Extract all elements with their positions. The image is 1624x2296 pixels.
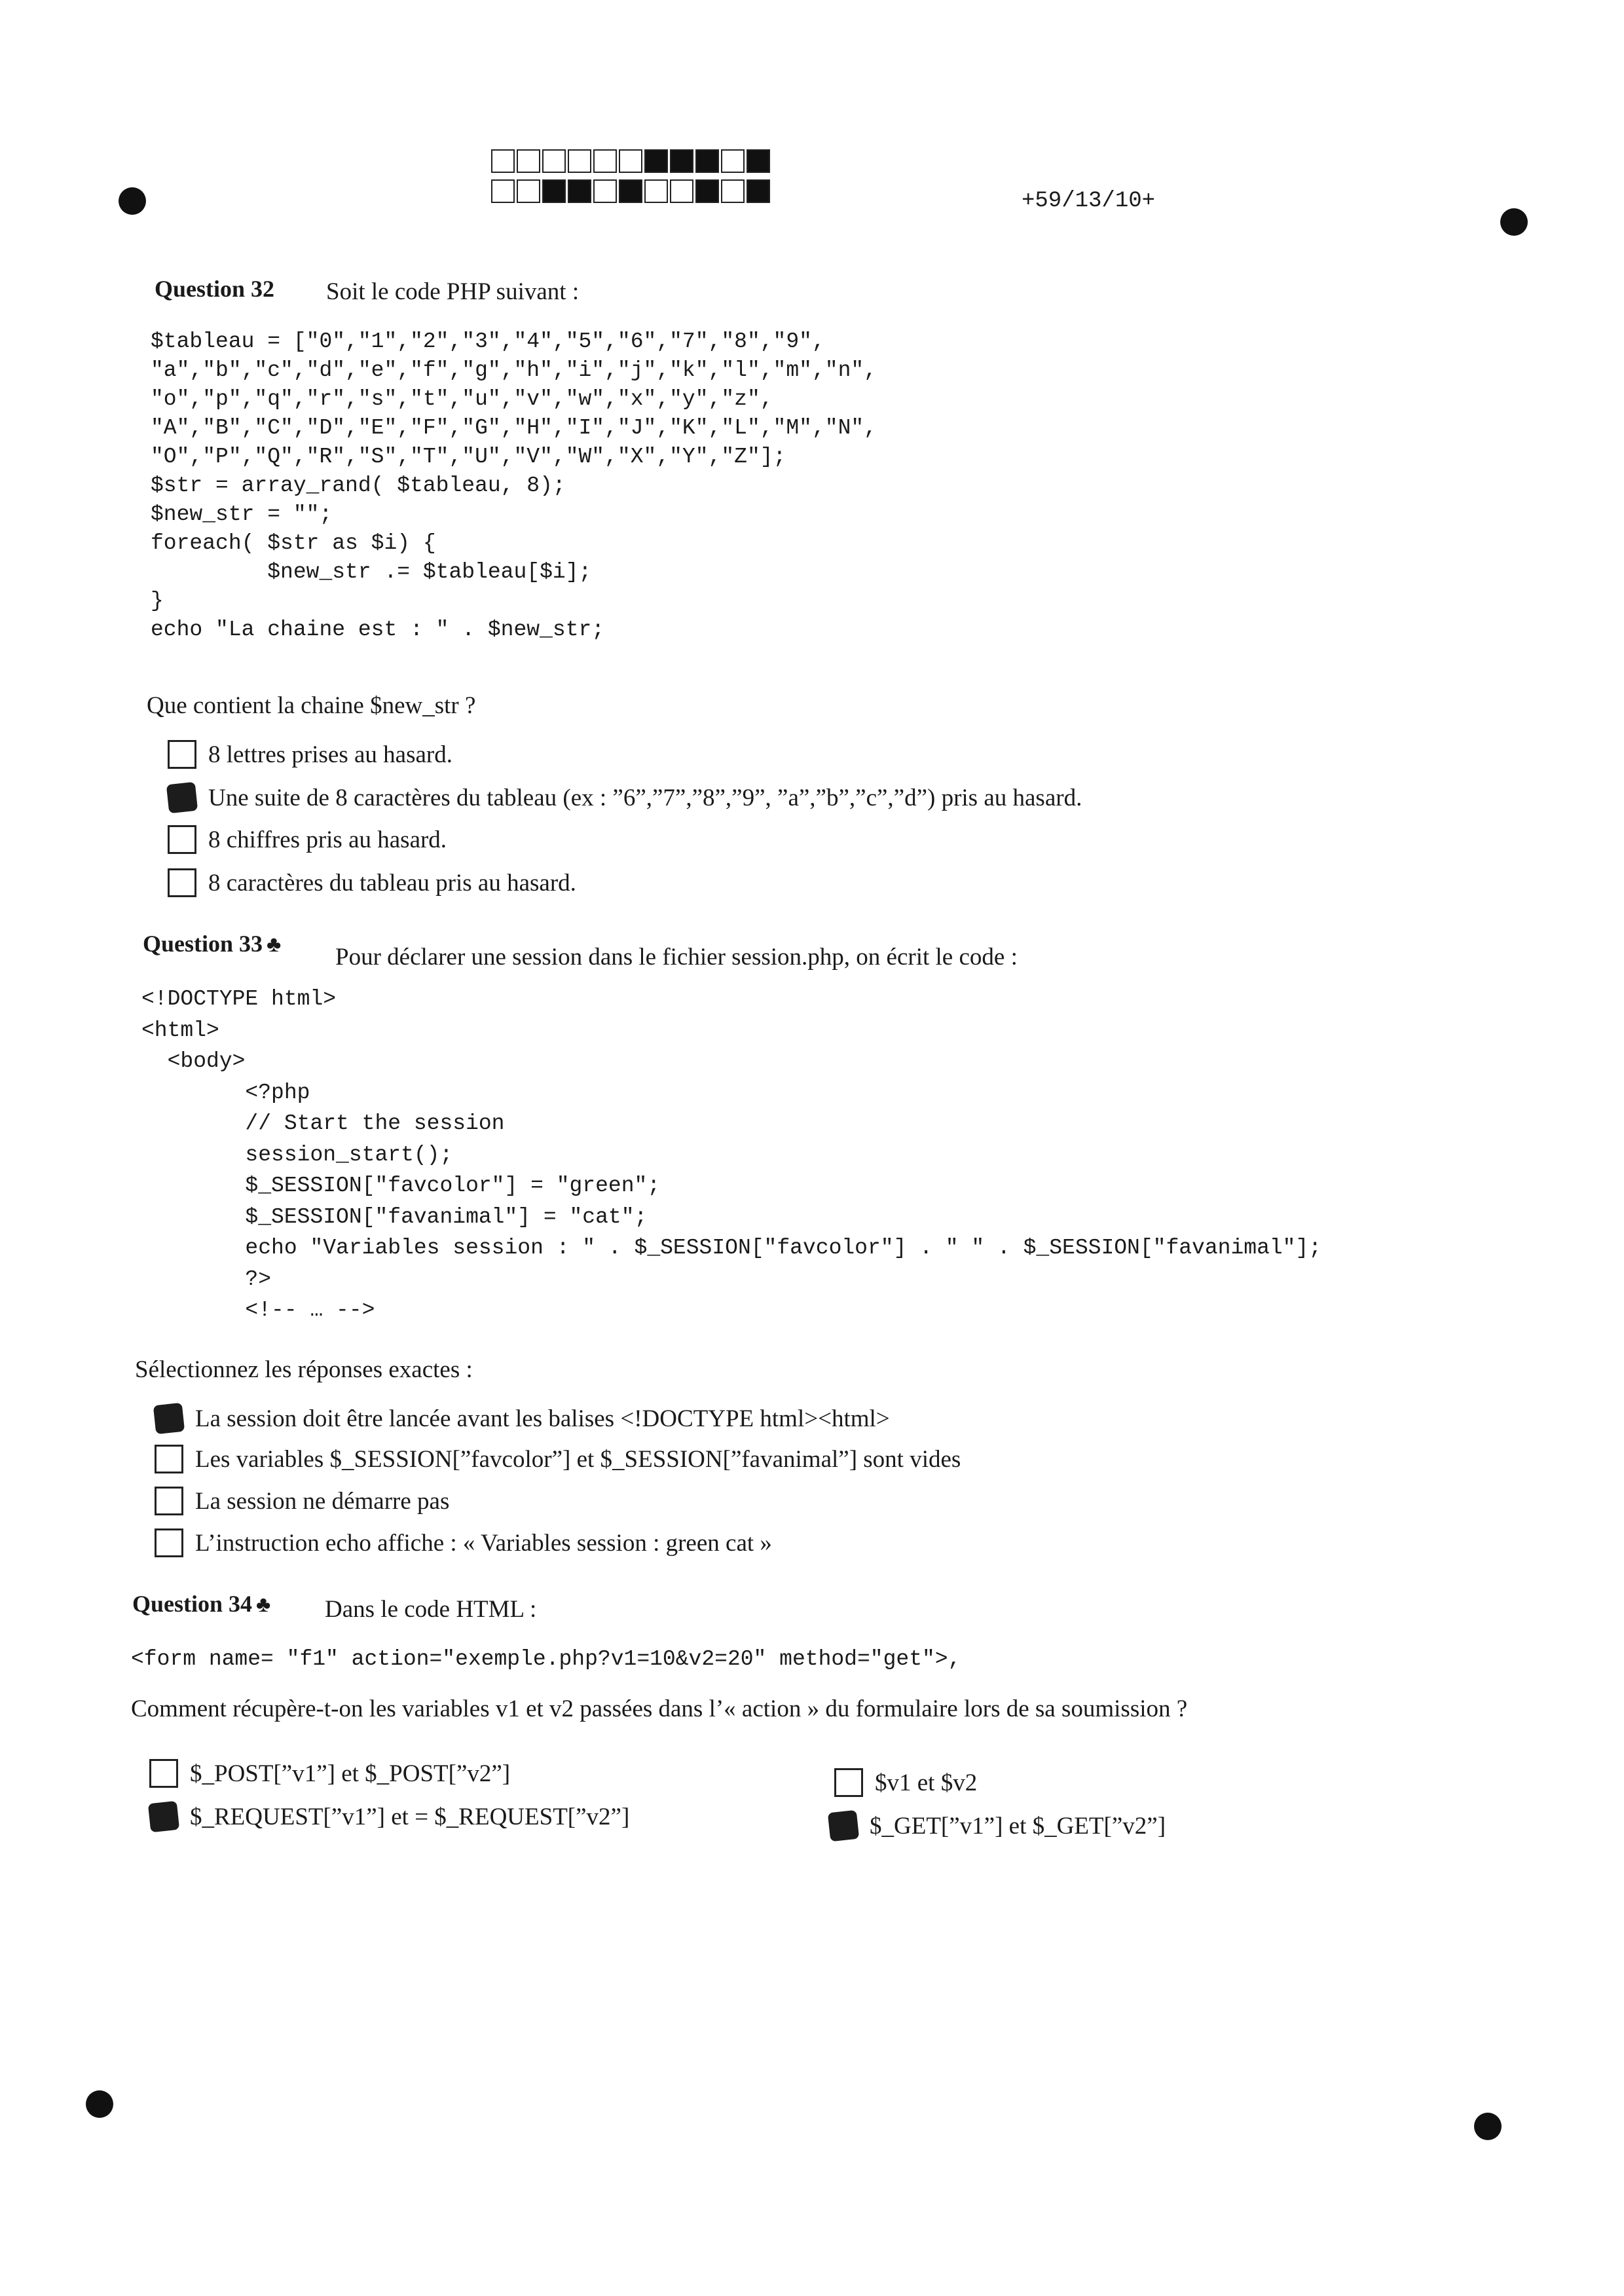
barcode-cell — [670, 179, 693, 203]
q34-answer-4-checkbox[interactable] — [828, 1810, 859, 1842]
barcode-cell — [517, 149, 540, 173]
q32-answer-1-label: 8 lettres prises au hasard. — [208, 741, 452, 768]
q34-answer-3-checkbox[interactable] — [834, 1768, 863, 1797]
q33-answer-2-checkbox[interactable] — [155, 1445, 183, 1473]
question-33-title-text: Question 33 — [143, 931, 263, 957]
question-33-title — [143, 930, 281, 957]
q33-answer-2-label: Les variables $_SESSION[”favcolor”] et $_SESSION[”favanimal”] sont vides — [195, 1445, 961, 1473]
q34-answer-1[interactable] — [149, 1759, 510, 1788]
barcode-cell — [695, 149, 719, 173]
question-33-prompt: Pour déclarer une session dans le fichier session.php, on écrit le code : — [335, 944, 1018, 971]
barcode-cell — [747, 149, 770, 173]
q32-answer-4[interactable] — [168, 868, 576, 897]
barcode-cell — [568, 149, 591, 173]
barcode-cell — [747, 179, 770, 203]
q32-answer-2-label: Une suite de 8 caractères du tableau (ex : ”6”,”7”,”8”,”9”, ”a”,”b”,”c”,”d”) pris au hasard. — [208, 784, 1082, 811]
barcode-cell — [670, 149, 693, 173]
page-code: +59/13/10+ — [1022, 189, 1156, 213]
q34-answer-2-checkbox[interactable] — [148, 1801, 179, 1832]
registration-dot-bottom-left — [86, 2090, 113, 2118]
barcode-cell — [644, 179, 668, 203]
question-32-prompt: Soit le code PHP suivant : — [326, 278, 580, 305]
q32-answer-3-checkbox[interactable] — [168, 825, 196, 854]
q34-answer-2[interactable] — [149, 1802, 629, 1831]
barcode-cell — [695, 179, 719, 203]
club-icon: ♣ — [256, 1593, 271, 1617]
question-33-question: Sélectionnez les réponses exactes : — [135, 1356, 473, 1383]
barcode-cell — [517, 179, 540, 203]
barcode-cell — [593, 179, 617, 203]
barcode-cell — [568, 179, 591, 203]
question-34-code: <form name= "f1" action="exemple.php?v1=10&v2=20" method="get">, — [131, 1647, 961, 1671]
barcode-cell — [593, 149, 617, 173]
barcode-cell — [721, 179, 745, 203]
q32-answer-2[interactable] — [168, 783, 1082, 812]
question-32-code: $tableau = ["0","1","2","3","4","5","6","7","8","9", "a","b","c","d","e","f","g","h","i","j","k","l","m","n", "o","p","q","r","s","t","u","v","w","x","y","z", "A","B","C","D","E","F","G","H","I","J","K","L","M","N", "O","P","Q","R","S","T","U","V","W","X","Y","Z"]; $str = array_rand( $tableau, 8); $new_str = ""; foreach( $str as $i) { $new_str .= $tableau[$i]; } echo "La chaine est : " . $new_str; — [151, 329, 877, 642]
question-34-question: Comment récupère-t-on les variables v1 et v2 passées dans l’« action » du formulaire lors de sa soumission ? — [131, 1695, 1188, 1722]
q34-answer-1-checkbox[interactable] — [149, 1759, 178, 1788]
q34-answer-3-label: $v1 et $v2 — [875, 1769, 978, 1796]
q33-answer-1-checkbox[interactable] — [153, 1403, 185, 1434]
question-34-title — [132, 1590, 270, 1618]
barcode-row-1 — [491, 149, 772, 174]
barcode-cell — [491, 179, 515, 203]
registration-dot-top-left — [119, 187, 146, 215]
barcode-row-2 — [491, 179, 772, 204]
q34-answer-3[interactable] — [834, 1768, 977, 1797]
registration-dot-bottom-right — [1474, 2113, 1502, 2140]
barcode-cell — [491, 149, 515, 173]
question-34-prompt: Dans le code HTML : — [325, 1596, 537, 1623]
barcode-cell — [619, 149, 642, 173]
q32-answer-4-label: 8 caractères du tableau pris au hasard. — [208, 869, 576, 897]
question-32-question: Que contient la chaine $new_str ? — [147, 692, 476, 719]
q32-answer-4-checkbox[interactable] — [168, 868, 196, 897]
q32-answer-1[interactable] — [168, 740, 452, 769]
q32-answer-1-checkbox[interactable] — [168, 740, 196, 769]
question-33-code: <!DOCTYPE html> <html> <body> <?php // Start the session session_start(); $_SESSION["favcolor"] = "green"; $_SESSION["favanimal"] = "cat"; echo "Variables session : " . $_SESSION["favcolor"] . " " . $_SESSION["favanimal"]; ?> <!-- … --> — [141, 987, 1322, 1322]
q34-answer-4[interactable] — [829, 1811, 1166, 1840]
barcode-cell — [619, 179, 642, 203]
barcode-cell — [542, 179, 566, 203]
question-34-title-text: Question 34 — [132, 1591, 253, 1617]
q33-answer-1[interactable] — [155, 1404, 890, 1433]
q32-answer-3[interactable] — [168, 825, 447, 854]
q33-answer-4-checkbox[interactable] — [155, 1528, 183, 1557]
q33-answer-4[interactable] — [155, 1528, 772, 1557]
q33-answer-3-checkbox[interactable] — [155, 1487, 183, 1515]
q32-answer-3-label: 8 chiffres pris au hasard. — [208, 826, 447, 853]
q34-answer-1-label: $_POST[”v1”] et $_POST[”v2”] — [190, 1760, 511, 1787]
q33-answer-4-label: L’instruction echo affiche : « Variables session : green cat » — [195, 1529, 772, 1557]
q33-answer-3[interactable] — [155, 1487, 449, 1515]
q34-answer-2-label: $_REQUEST[”v1”] et = $_REQUEST[”v2”] — [190, 1803, 630, 1830]
club-icon: ♣ — [267, 933, 282, 957]
q33-answer-2[interactable] — [155, 1445, 961, 1473]
barcode-cell — [644, 149, 668, 173]
q33-answer-1-label: La session doit être lancée avant les balises <!DOCTYPE html><html> — [195, 1405, 890, 1432]
barcode-cell — [542, 149, 566, 173]
q32-answer-2-checkbox[interactable] — [166, 782, 198, 813]
q33-answer-3-label: La session ne démarre pas — [195, 1487, 450, 1515]
barcode-cell — [721, 149, 745, 173]
registration-dot-top-right — [1500, 208, 1528, 236]
question-32-title: Question 32 — [155, 276, 275, 302]
q34-answer-4-label: $_GET[”v1”] et $_GET[”v2”] — [870, 1812, 1166, 1840]
